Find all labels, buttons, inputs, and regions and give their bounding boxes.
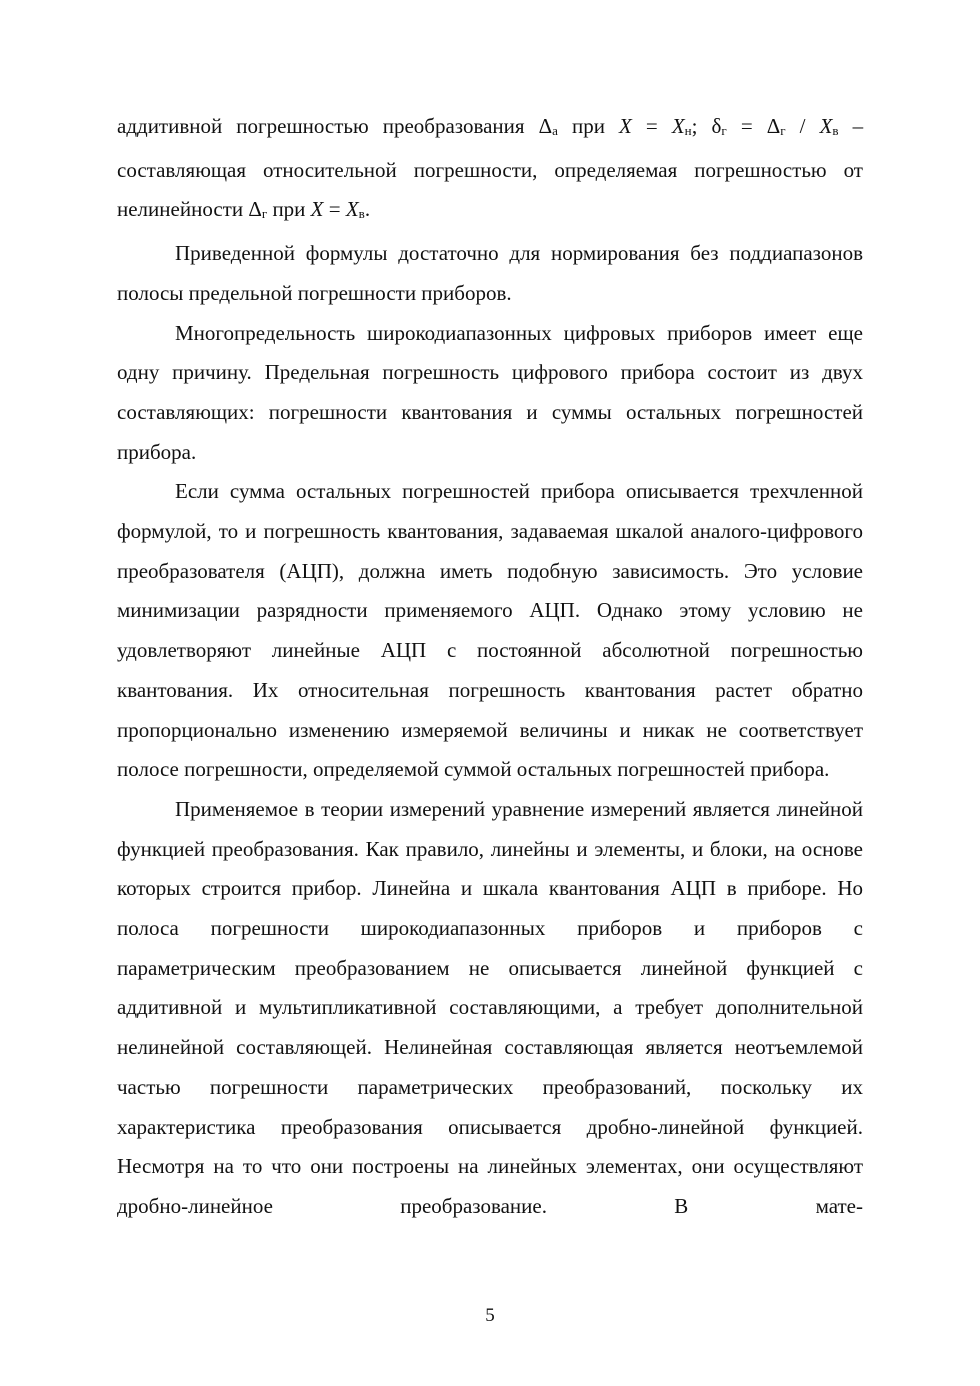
eq1-rhs-subscript: н <box>684 123 692 138</box>
delta-g-rel-subscript: г <box>721 123 727 138</box>
eq1-operator: = <box>645 114 658 138</box>
dash: – <box>852 114 864 138</box>
eq3-operator: = <box>328 197 341 222</box>
separator: ; <box>691 114 698 138</box>
delta-g-symbol: Δ <box>766 114 781 138</box>
eq1-variable: X <box>619 114 632 138</box>
pri-word-2: при <box>272 197 306 222</box>
eq2-operator: = <box>740 114 753 138</box>
paragraph: Применяемое в теории измерений уравнение измерений является линейной функцией преобразования. Как правило, линейны и элементы, и блоки, на основе которых строится прибор. Линейна и шкала квантования АЦП в приборе. Но полоса погрешности широкодиапазонных приборов и приборов с параметрическим преобразованием не описывается линейной функцией с аддитивной и мультипликативной составляющими, а требует дополнительной нелинейной составляющей. Нелинейная составляющая является неотъемлемой частью погрешности параметрических преобразований, поскольку их характеристика преобразования описывается дробно-линейной функцией. Несмотря на то что они построены на линейных элементах, они осуществляют дробно-линейное преобразование. В мате- <box>117 796 863 1218</box>
document-body <box>117 107 863 1227</box>
delta-g-subscript: г <box>780 123 786 138</box>
division-sign: / <box>799 114 806 138</box>
formula-text-1: аддитивной погрешностью преобразования <box>117 114 525 138</box>
eq3-rhs: X <box>345 197 359 222</box>
eq1-rhs: X <box>671 114 685 138</box>
pri-word-1: при <box>571 114 605 138</box>
page-number: 5 <box>485 1305 495 1326</box>
paragraph: Приведенной формулы достаточно для нормирования без поддиапазонов полосы предельной погрешности приборов. <box>117 241 863 305</box>
delta-a-subscript: а <box>552 123 558 138</box>
delta-g-rel-symbol: δ <box>711 114 722 138</box>
formula-end: . <box>364 197 371 222</box>
eq3-rhs-subscript: в <box>358 206 365 222</box>
eq2-variable-subscript: в <box>832 123 839 138</box>
paragraph: Если сумма остальных погрешностей прибора описывается трехчленной формулой, то и погрешность квантования, задаваемая шкалой аналого-цифрового преобразователя (АЦП), должна иметь подобную зависимость. Это условие минимизации разрядности применяемого АЦП. Однако этому условию не удовлетворяют линейные АЦП с постоянной абсолютной погрешностью квантования. Их относительная погрешность квантования растет обратно пропорционально изменению измеряемой величины и никак не соответствует полосе погрешности, определяемой суммой остальных погрешностей прибора. <box>117 479 863 782</box>
formula-text-2: составляющая относительной погрешности, определяемая погрешностью от нелинейности <box>117 157 863 222</box>
delta-a-symbol: Δ <box>538 114 553 138</box>
eq2-variable: X <box>819 114 833 138</box>
formula-paragraph <box>117 107 863 234</box>
delta-nl-subscript: г <box>261 206 268 222</box>
delta-nl-symbol: Δ <box>248 197 262 222</box>
eq3-variable: X <box>310 197 324 222</box>
paragraph: Многопредельность широкодиапазонных цифровых приборов имеет еще одну причину. Предельная погрешность цифрового прибора состоит из двух составляющих: погрешности квантования и суммы остальных погрешностей прибора. <box>117 320 863 464</box>
